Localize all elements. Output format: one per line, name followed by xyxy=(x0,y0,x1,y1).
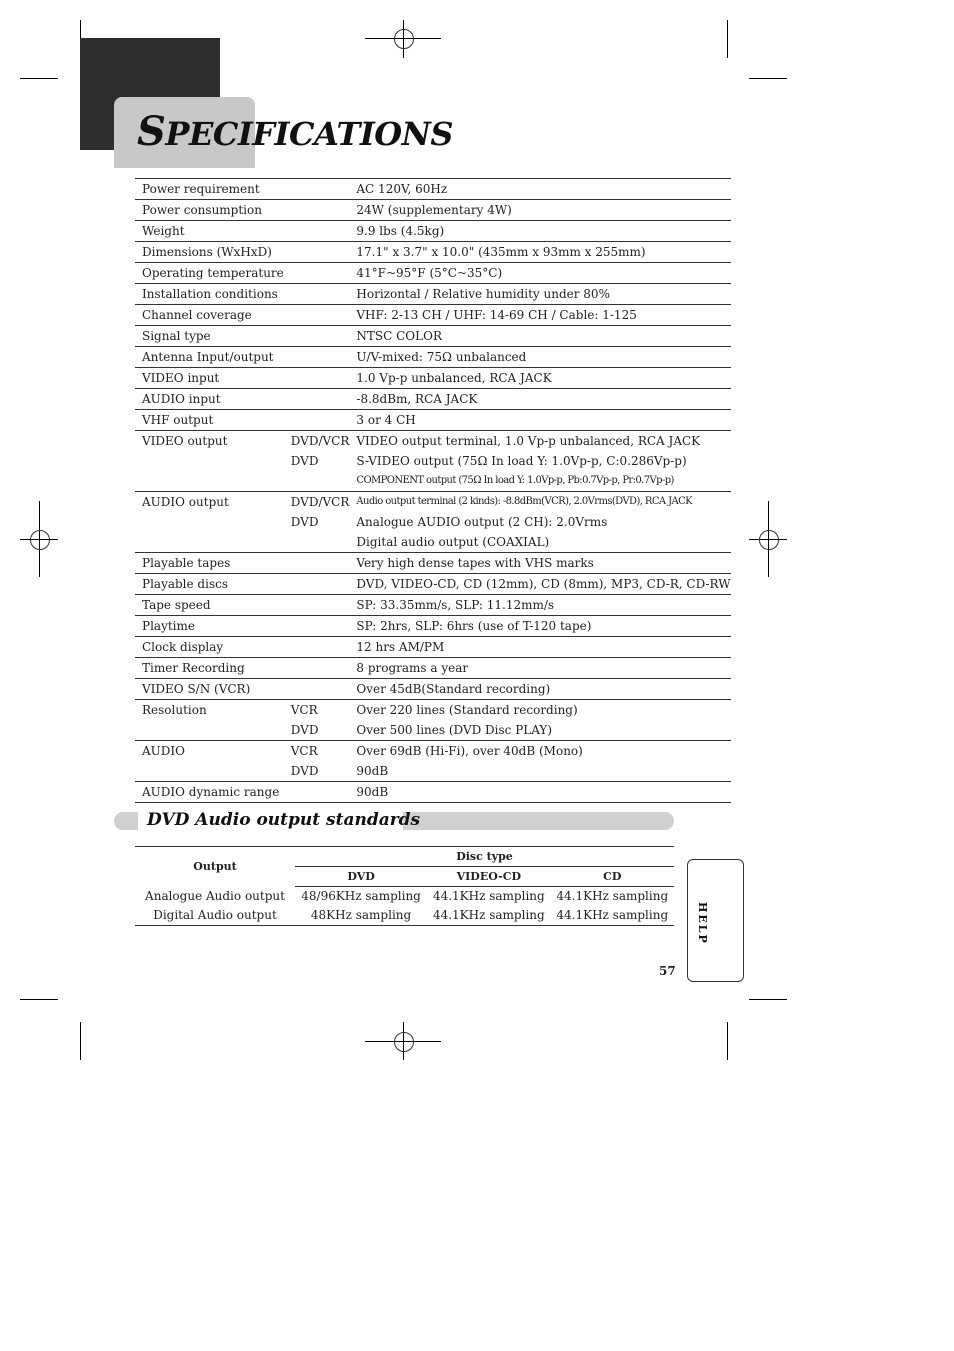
spec-label: Tape speed xyxy=(135,595,284,616)
spec-value: 90dB xyxy=(349,761,730,782)
spec-sublabel xyxy=(284,616,350,637)
cell-value: 44.1KHz sampling xyxy=(556,889,669,903)
spec-sublabel: DVD/VCR xyxy=(290,495,350,509)
table-row xyxy=(135,242,731,263)
spec-sublabel: VCR xyxy=(290,703,318,717)
spec-sublabel xyxy=(284,179,350,200)
spec-label xyxy=(135,451,284,471)
table-row xyxy=(135,574,731,595)
table-row xyxy=(135,553,731,574)
table-row xyxy=(135,410,731,431)
spec-value: Analogue AUDIO output (2 CH): 2.0Vrms xyxy=(356,515,608,529)
spec-value: 41°F~95°F (5°C~35°C) xyxy=(349,263,730,284)
spec-sublabel: VCR xyxy=(290,744,318,758)
table-row xyxy=(135,492,731,513)
spec-sublabel xyxy=(284,574,350,595)
column-header-dvd: DVD xyxy=(295,867,427,887)
spec-sublabel xyxy=(284,658,350,679)
table-row xyxy=(135,326,731,347)
spec-value: Over 45dB(Standard recording) xyxy=(349,679,730,700)
spec-label: Playable discs xyxy=(135,574,284,595)
spec-label: VIDEO output xyxy=(142,434,228,448)
spec-value: Over 69dB (Hi-Fi), over 40dB (Mono) xyxy=(356,744,583,758)
column-header-cd: CD xyxy=(551,867,674,887)
spec-value: 24W (supplementary 4W) xyxy=(349,200,730,221)
page-title-rest: PECIFICATIONS xyxy=(165,115,454,153)
spec-sublabel xyxy=(284,389,350,410)
spec-sublabel xyxy=(284,553,350,574)
spec-sublabel xyxy=(284,242,350,263)
spec-sublabel xyxy=(284,679,350,700)
column-header-video-cd: VIDEO-CD xyxy=(427,867,550,887)
spec-value: 12 hrs AM/PM xyxy=(349,637,730,658)
spec-label: Operating temperature xyxy=(135,263,284,284)
spec-sublabel xyxy=(284,637,350,658)
cell-value: 48/96KHz sampling xyxy=(301,889,421,903)
spec-value: 9.9 lbs (4.5kg) xyxy=(349,221,730,242)
table-row xyxy=(135,658,731,679)
specifications-table xyxy=(135,178,731,803)
spec-label xyxy=(135,512,284,532)
spec-value: 17.1" x 3.7" x 10.0" (435mm x 93mm x 255mm) xyxy=(349,242,730,263)
spec-value: COMPONENT output (75Ω In load Y: 1.0Vp-p, Pb:0.7Vp-p, Pr:0.7Vp-p) xyxy=(349,471,730,492)
section-heading-bar-left xyxy=(114,812,138,830)
table-row xyxy=(135,532,731,553)
spec-sublabel xyxy=(284,305,350,326)
spec-label: AUDIO input xyxy=(135,389,284,410)
cell-value: 44.1KHz sampling xyxy=(432,889,545,903)
spec-sublabel: DVD xyxy=(290,454,319,468)
spec-label: VIDEO input xyxy=(135,368,284,389)
spec-label: AUDIO output xyxy=(142,495,229,509)
row-label: Analogue Audio output xyxy=(145,888,285,903)
spec-sublabel xyxy=(284,782,350,803)
spec-value: NTSC COLOR xyxy=(349,326,730,347)
spec-label: VIDEO S/N (VCR) xyxy=(135,679,284,700)
spec-label: Signal type xyxy=(135,326,284,347)
spec-sublabel xyxy=(284,471,350,492)
table-row xyxy=(135,305,731,326)
spec-value: 1.0 Vp-p unbalanced, RCA JACK xyxy=(349,368,730,389)
spec-sublabel: DVD xyxy=(284,720,350,741)
table-row xyxy=(135,700,731,721)
table-row xyxy=(135,284,731,305)
page-title-initial: S xyxy=(137,108,166,155)
spec-label: Channel coverage xyxy=(135,305,284,326)
spec-sublabel xyxy=(284,595,350,616)
spec-label: Installation conditions xyxy=(135,284,284,305)
spec-value: DVD, VIDEO-CD, CD (12mm), CD (8mm), MP3, CD-R, CD-RW xyxy=(349,574,730,595)
table-row xyxy=(135,906,674,926)
spec-value: SP: 33.35mm/s, SLP: 11.12mm/s xyxy=(349,595,730,616)
table-row xyxy=(135,616,731,637)
spec-value: AC 120V, 60Hz xyxy=(349,179,730,200)
spec-value: Digital audio output (COAXIAL) xyxy=(349,532,730,553)
table-row xyxy=(135,451,731,471)
spec-sublabel: DVD/VCR xyxy=(290,434,350,448)
disc-type-header: Disc type xyxy=(295,847,674,867)
section-heading-bar-right xyxy=(403,812,674,830)
table-row xyxy=(135,887,674,907)
spec-label: Playtime xyxy=(135,616,284,637)
spec-value: VIDEO output terminal, 1.0 Vp-p unbalanced, RCA JACK xyxy=(356,434,701,448)
spec-label: Antenna Input/output xyxy=(135,347,284,368)
output-header: Output xyxy=(135,847,295,887)
table-row xyxy=(135,761,731,782)
spec-sublabel xyxy=(284,221,350,242)
table-row xyxy=(135,679,731,700)
cell-value: 44.1KHz sampling xyxy=(551,906,674,926)
spec-value: Very high dense tapes with VHS marks xyxy=(349,553,730,574)
section-title: DVD Audio output standards xyxy=(147,810,421,830)
side-tab-label: HELP xyxy=(696,902,709,945)
table-row xyxy=(135,179,731,200)
table-row xyxy=(135,389,731,410)
table-row xyxy=(135,368,731,389)
spec-label: Timer Recording xyxy=(135,658,284,679)
table-row xyxy=(135,471,731,492)
spec-value: U/V-mixed: 75Ω unbalanced xyxy=(349,347,730,368)
spec-label: AUDIO xyxy=(142,744,185,758)
spec-value: SP: 2hrs, SLP: 6hrs (use of T-120 tape) xyxy=(349,616,730,637)
page-title xyxy=(137,108,453,155)
spec-value: Audio output terminal (2 kinds): -8.8dBm(VCR), 2.0Vrms(DVD), RCA JACK xyxy=(356,496,693,507)
spec-sublabel xyxy=(284,532,350,553)
table-row xyxy=(135,595,731,616)
spec-label xyxy=(135,532,284,553)
table-row xyxy=(135,200,731,221)
spec-label xyxy=(135,720,284,741)
spec-label: AUDIO dynamic range xyxy=(135,782,284,803)
spec-value: 8 programs a year xyxy=(349,658,730,679)
spec-value: VHF: 2-13 CH / UHF: 14-69 CH / Cable: 1-125 xyxy=(349,305,730,326)
audio-output-table xyxy=(135,846,674,926)
spec-label: Playable tapes xyxy=(135,553,284,574)
spec-label: Power consumption xyxy=(135,200,284,221)
spec-value: Over 500 lines (DVD Disc PLAY) xyxy=(349,720,730,741)
spec-label: Weight xyxy=(135,221,284,242)
spec-value: 90dB xyxy=(349,782,730,803)
spec-sublabel xyxy=(284,410,350,431)
table-row xyxy=(135,263,731,284)
table-row xyxy=(135,221,731,242)
cell-value: 48KHz sampling xyxy=(295,906,427,926)
spec-sublabel xyxy=(284,284,350,305)
spec-value: 3 or 4 CH xyxy=(349,410,730,431)
table-row xyxy=(135,637,731,658)
table-row xyxy=(135,720,731,741)
table-row xyxy=(135,347,731,368)
table-row xyxy=(135,782,731,803)
spec-sublabel xyxy=(284,200,350,221)
spec-sublabel: DVD xyxy=(290,515,319,529)
spec-sublabel xyxy=(284,326,350,347)
spec-sublabel xyxy=(284,368,350,389)
spec-value: Over 220 lines (Standard recording) xyxy=(356,703,578,717)
table-row xyxy=(135,741,731,762)
spec-label xyxy=(135,471,284,492)
page-number: 57 xyxy=(659,964,676,978)
spec-value: S-VIDEO output (75Ω In load Y: 1.0Vp-p, C:0.286Vp-p) xyxy=(356,454,687,468)
spec-label: Resolution xyxy=(142,703,207,717)
table-row xyxy=(135,512,731,532)
spec-sublabel: DVD xyxy=(284,761,350,782)
table-row xyxy=(135,431,731,452)
spec-label: Power requirement xyxy=(135,179,284,200)
spec-label: Clock display xyxy=(135,637,284,658)
cell-value: 44.1KHz sampling xyxy=(427,906,550,926)
spec-label: Dimensions (WxHxD) xyxy=(135,242,284,263)
spec-sublabel xyxy=(284,263,350,284)
spec-label xyxy=(135,761,284,782)
spec-label: VHF output xyxy=(135,410,284,431)
row-label: Digital Audio output xyxy=(135,906,295,926)
spec-sublabel xyxy=(284,347,350,368)
spec-value: -8.8dBm, RCA JACK xyxy=(349,389,730,410)
spec-value: Horizontal / Relative humidity under 80% xyxy=(349,284,730,305)
